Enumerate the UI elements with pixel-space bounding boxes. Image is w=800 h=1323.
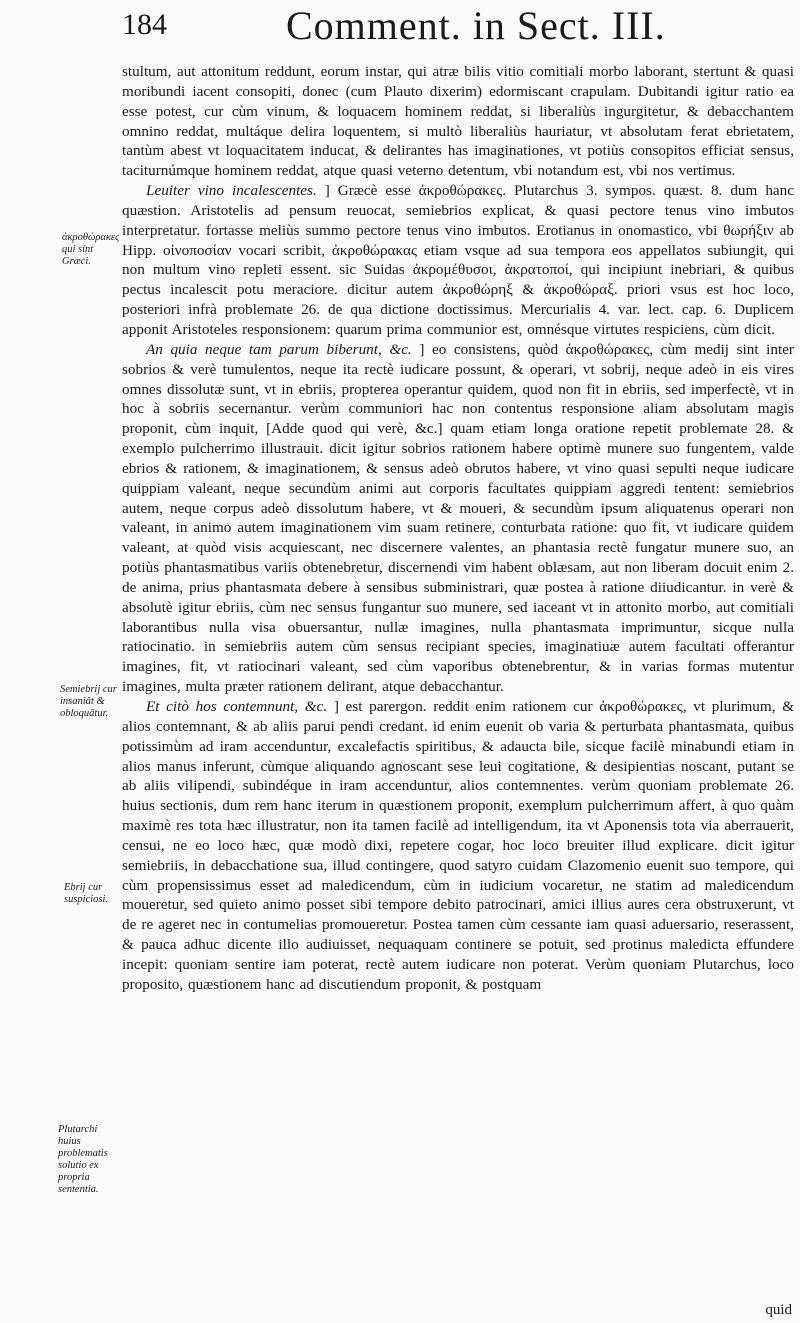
paragraph-text: ] Græcè esse ἀκροθώρακες. Plutarchus 3. sympos. quæst. 8. dum hanc quæstion. Aristotelis ad pensum reuocat, semiebrios explicat, & quasi pectore tenus vino imbutos interpretatur. fortasse meliùs summo pectore tenus vino imbutos. Erotianus in onomastico, vbi θωρήξιν ab Hipp. οἰνοποσίαν vocari scribit, ἀκροθώρακας etiam vsque ad sua tempora eos appellatos subiungit, qui non multum vino repleti essent. sic Suidas ἀκρομέθυσοι, ἀκρατοποί, qui incipiunt inebriari, & quibus pectus incalescit potu meraciore. dicitur autem ἀκροθώρηξ & ἀκροθώραξ. priori vsus est hoc loco, posteriori infrà problemate 26. de qua dictione doctissimus. Mercurialis 4. var. lect. cap. 6. Duplicem apponit Aristoteles responsionem: quarum prima communior est, omnésque virtutes respiciens, cùm dicit. bbox=[122, 182, 794, 338]
sidenote-acrothoraces: ἀκροθώρακες qui sint Græci. bbox=[62, 232, 120, 267]
lemma: An quia neque tam parum biberunt, &c. bbox=[146, 340, 412, 358]
margin-notes bbox=[0, 0, 118, 1323]
lemma: Leuiter vino incalescentes. bbox=[146, 182, 317, 200]
paragraph-text: ] eo consistens, quòd ἀκροθώρακες, cùm medij sint inter sobrios & verè tumulentos, neque ita rectè iudicare possunt, & operari, vt sobrij, neque adeò in eis vires omnes dissolutæ sunt, vt in ebriis, propterea operantur quidem, quod non fit in ebriis, sed imperfectè, vt in hoc à sobriis secernantur. verùm communiori hac non contentus responsione aliam absolutam magis proponit, cùm inquit, [Adde quod qui verè, &c.] quam etiam longa oratione repetit problemate 28. & exemplo pulcherrimo illustrauit. dicit igitur sobrios rationem habere optimè munere suo fungentem, valde ebrios & rationem, & imaginationem, & sensus adeò obrutos habere, vt vino quasi sepulti neque iudicare quippiam valeant, neque secundùm animi aut corporis facultates quippiam aggredi tentent: semiebrios autem, neque corpus adeò dissolutum habere, vt & moueri, & secundùm ipsum aliquatenus operari non valeant, in animo autem imaginationem vim suam retinere, conturbata ratione: quo fit, vt iudicare quidem valeant, at quòd visis acquiescant, nec discernere valentes, an phantasia rectè fungatur munere suo, an potiùs phantasmatibus variis obtenebretur, discernendi vim habent oblæsam, aut non liberam docuit enim 2. de anima, prius phantasmata debere à sensibus subministrari, quæ postea à ratione diiudicantur. in verè & absolutè igitur ebriis, cùm nec sensus fungantur suo munere, sed iaceant vt in attonito morbo, aut comitiali laborantibus nulla visa obuersantur, nullæ imagines, nulla phantasmata imprimuntur, sicque nulla ratiocinatio. in semiebriis autem cùm sensus recipiant species, imaginatiuæ autem facultati offerantur imagines, fit, vt ratiocinari valeant, sed cùm vaporibus obtenebrentur, & in varias formas mutentur imagines, multa præter rationem delirant, atque debacchantur. bbox=[122, 340, 794, 696]
paragraph-4 bbox=[122, 697, 794, 995]
page-number: 184 bbox=[122, 8, 167, 41]
paragraph-text: ] est parergon. reddit enim rationem cur ἀκροθώρακες, vt plurimum, & alios contemnant, & ab aliis parui pendi credant. id enim euenit ob varia & perturbata phantasmata, quibus potissimùm ad iram accenduntur, excalefactis spiritibus, & adaucta bile, sicque facilè minabundi etiam in alios manus inferunt, cùmque aliquando agnoscant sese leui cogitatione, & desipientias noscant, putant se ab aliis vilipendi, subindéque in iram accenduntur, alios contemnentes. verùm quoniam problemate 26. huius sectionis, dum rem hanc iterum in quæstionem proponit, exemplum pulcherrimum affert, à quo quàm maximè res tota hæc illustratur, non ita tamen facilè ad intelligendum, ita vt Aponensis tota via aberrauerit, censui, ne eo loco hæc, quæ modò dixi, repetere cogar, hoc loco breuiter illud explicare. dicit igitur semiebriis, in debacchatione sua, illud contingere, quod satyro cuidam Clazomenio euenit suo tempore, qui cùm propensissimus esset ad maledicendum, cùm in iudicium vocaretur, ne statim ad maledicendum moueretur, sed quieto animo posset sibi tempore debito patrocinari, amici illius aures cera obstruxerunt, vt de re ageret nec in contumelias promoueretur. Postea tamen cùm cessante iam quasi aduersario, reserassent, & pauca adhuc dicente illo audiuisset, nequaquam continere se potuit, sed protinus maledicta effundere incepit: quoniam sentire iam poterat, rectè autem iudicare non poterat. Verùm quoniam Plutarchus, loco proposito, quæstionem hanc ad discutiendum proponit, & postquam bbox=[122, 698, 795, 993]
running-head: Comment. in Sect. III. bbox=[286, 3, 666, 48]
paragraph-3 bbox=[122, 340, 794, 697]
lemma: Et citò hos contemnunt, &c. bbox=[146, 698, 328, 715]
commentary-body bbox=[122, 62, 794, 995]
paragraph-text: stultum, aut attonitum reddunt, eorum instar, qui atræ bilis vitio comitiali morbo laborant, stertunt & quasi moribundi iacent consopiti, donec (cum Plauto dixerim) edormiscant crapulam. Dubitandi igitur ratio ea esse potest, cur cùm vinum, & loquacem hominem reddat, si liberaliùs ingurgitetur, & debacchantem omnino reddat, multáque delira loquentem, si multò liberaliùs hauriatur, vt absolutam ferat ebrietatem, tantùm abest vt loquacitatem inducat, & delirantes has imaginationes, vt potiùs consopitos efficiat sensus, taciturnúmque hominem reddat, atque quasi veterno detentum, vbi notandum est, vbi nos vertimus. bbox=[122, 63, 794, 180]
sidenote-semiebrii: Semiebrij cur insaniât & obloquâtur. bbox=[60, 684, 117, 719]
paragraph-2 bbox=[122, 181, 794, 340]
paragraph-1 bbox=[122, 62, 794, 181]
page-header bbox=[118, 0, 798, 50]
catchword: quid bbox=[765, 1302, 792, 1318]
sidenote-ebrii: Ebrij cur suspiciosi. bbox=[64, 882, 109, 905]
sidenote-plutarchi: Plutarchi huius problematis solutio ex propria sententia. bbox=[58, 1124, 108, 1195]
